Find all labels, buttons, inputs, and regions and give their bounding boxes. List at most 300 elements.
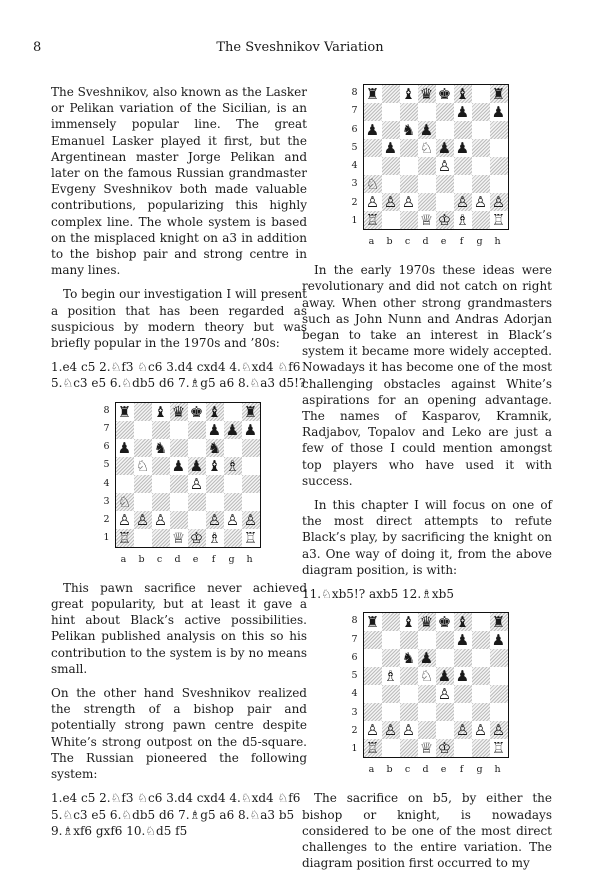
board-inner: [346, 84, 509, 250]
board-square: [472, 139, 490, 157]
white-bishop-icon: ♗: [455, 211, 470, 229]
board-square: [134, 493, 152, 511]
black-pawn-icon: ♟: [419, 121, 434, 139]
rank-label: 3: [103, 495, 110, 507]
black-pawn-icon: ♟: [117, 438, 132, 457]
board-square: [170, 421, 188, 439]
board-square: [400, 613, 418, 631]
board-square: [490, 85, 508, 103]
file-label: d: [422, 236, 429, 247]
board-square: [152, 403, 170, 421]
white-king-icon: ♔: [189, 528, 204, 547]
file-label: h: [494, 236, 501, 247]
white-queen-icon: ♕: [171, 528, 186, 547]
board-square: [472, 175, 490, 193]
white-rook-icon: ♖: [365, 739, 380, 758]
board-square: [490, 121, 508, 139]
rank-label: 4: [351, 160, 358, 172]
board-square: [242, 511, 260, 529]
diagram-after-10-nd5-f5: [302, 84, 552, 250]
board-square: [490, 139, 508, 157]
file-label: g: [476, 236, 483, 247]
black-queen-icon: ♛: [419, 613, 434, 632]
board-square: [242, 529, 260, 547]
white-pawn-icon: ♙: [491, 721, 506, 740]
board-square: [400, 721, 418, 739]
board-square: [224, 457, 242, 475]
board-square: [436, 721, 454, 739]
board-square: [116, 529, 134, 547]
move-sequence-2: 1.e4 c5 2.♘f3 ♘c6 3.d4 cxd4 4.♘xd4 ♘f6 5.♘c3 e5 6.♘db5 d6 7.♗g5 a6 8.♘a3 b5 9.♗xf6 gxf6 10.♘d5 f5: [51, 791, 301, 838]
board-square: [472, 739, 490, 757]
board-square: [418, 157, 436, 175]
black-pawn-icon: ♟: [365, 121, 380, 139]
white-pawn-icon: ♙: [135, 510, 150, 529]
chessboard: [363, 84, 509, 230]
board-square: [472, 211, 490, 229]
file-label: e: [440, 764, 447, 776]
board-square: [436, 649, 454, 667]
board-square: [472, 613, 490, 631]
board-inner: [346, 612, 509, 778]
board-square: [418, 139, 436, 157]
board-square: [188, 493, 206, 511]
file-label: b: [386, 764, 393, 776]
board-square: [418, 613, 436, 631]
board-square: [382, 139, 400, 157]
board-square: [418, 175, 436, 193]
board-square: [170, 457, 188, 475]
board-square: [418, 211, 436, 229]
board-square: [170, 439, 188, 457]
black-pawn-icon: ♟: [491, 103, 506, 121]
black-pawn-icon: ♟: [491, 631, 506, 650]
board-square: [188, 511, 206, 529]
white-pawn-icon: ♙: [437, 157, 452, 175]
white-knight-icon: ♘: [135, 456, 150, 475]
rank-label: 6: [103, 441, 110, 453]
left-paragraph-4: On the other hand Sveshnikov realized the strength of a bishop pair and potentially strong pawn centre despite White’s strong outpost on the d5-square. The Russian pioneered the following system:: [51, 686, 307, 782]
board-square: [152, 475, 170, 493]
board-square: [206, 511, 224, 529]
black-bishop-icon: ♝: [401, 85, 416, 103]
board-square: [490, 721, 508, 739]
board-square: [242, 475, 260, 493]
file-label: d: [174, 553, 181, 565]
rank-label: 8: [351, 615, 358, 627]
black-rook-icon: ♜: [243, 402, 258, 421]
rank-label: 4: [351, 688, 358, 700]
board-square: [206, 493, 224, 511]
file-label: e: [192, 553, 199, 565]
board-square: [116, 511, 134, 529]
board-square: [224, 475, 242, 493]
board-square: [454, 649, 472, 667]
board-square: [472, 649, 490, 667]
file-label: c: [404, 236, 411, 247]
rank-labels: [98, 402, 112, 548]
white-pawn-icon: ♙: [383, 721, 398, 740]
black-bishop-icon: ♝: [207, 456, 222, 475]
board-square: [242, 493, 260, 511]
right-paragraph-2: In this chapter I will focus on one of the most direct attempts to refute Black’s play, by sacrificing the knight on a3. One way of doing it, from the above diagram position, is with:: [302, 498, 552, 577]
file-label: b: [138, 553, 145, 565]
board-square: [364, 103, 382, 121]
board-square: [382, 193, 400, 211]
file-label: e: [440, 236, 447, 247]
right-paragraph-3: The sacrifice on b5, by either the bishop or knight, is nowadays considered to be one of the most direct challenges to the entire variation. The diagram position first occurred to my: [302, 791, 552, 871]
board-square: [152, 421, 170, 439]
black-knight-icon: ♞: [401, 121, 416, 139]
board-square: [152, 493, 170, 511]
rank-labels: [346, 612, 360, 758]
board-square: [170, 529, 188, 547]
board-square: [490, 613, 508, 631]
board-square: [400, 121, 418, 139]
board-square: [400, 703, 418, 721]
board-square: [472, 85, 490, 103]
black-king-icon: ♚: [437, 85, 452, 103]
chessboard: [363, 612, 509, 758]
board-square: [490, 175, 508, 193]
board-square: [382, 703, 400, 721]
board-square: [364, 721, 382, 739]
white-rook-icon: ♖: [243, 528, 258, 547]
board-square: [454, 613, 472, 631]
board-square: [364, 139, 382, 157]
board-square: [400, 649, 418, 667]
diagram-after-8-na3-d5: [51, 402, 307, 568]
file-label: h: [246, 553, 253, 565]
board-square: [436, 175, 454, 193]
board-square: [364, 667, 382, 685]
board-square: [436, 211, 454, 229]
board-square: [364, 175, 382, 193]
board-square: [400, 739, 418, 757]
black-rook-icon: ♜: [365, 85, 380, 103]
black-pawn-icon: ♟: [207, 420, 222, 439]
black-bishop-icon: ♝: [153, 402, 168, 421]
board-square: [170, 511, 188, 529]
board-square: [364, 211, 382, 229]
white-bishop-icon: ♗: [225, 456, 240, 475]
black-pawn-icon: ♟: [225, 420, 240, 439]
board-square: [382, 613, 400, 631]
board-square: [472, 121, 490, 139]
black-king-icon: ♚: [437, 613, 452, 632]
white-knight-icon: ♘: [419, 139, 434, 157]
white-pawn-icon: ♙: [153, 510, 168, 529]
board-square: [472, 685, 490, 703]
board-square: [206, 439, 224, 457]
board-square: [116, 493, 134, 511]
board-frame: [98, 402, 261, 548]
black-bishop-icon: ♝: [455, 613, 470, 632]
right-column: [302, 84, 552, 879]
board-square: [134, 439, 152, 457]
board-square: [382, 103, 400, 121]
board-square: [472, 667, 490, 685]
black-pawn-icon: ♟: [243, 420, 258, 439]
board-square: [454, 631, 472, 649]
right-paragraph-1: In the early 1970s these ideas were revolutionary and did not catch on right away. When other strong grandmasters such as John Nunn and Andras Adorjan began to take an interest in Black’s system it became more widely accepted. Nowadays it has become one of the most challenging obstacles against White’s aspirations for an opening advantage. The names of Kasparov, Kramnik, Radjabov, Topalov and Leko are just a few of those I could mention amongst top players who have used it with success.: [302, 263, 552, 488]
board-square: [242, 421, 260, 439]
white-pawn-icon: ♙: [455, 721, 470, 740]
board-square: [418, 739, 436, 757]
board-square: [116, 421, 134, 439]
rank-label: 6: [351, 123, 358, 135]
board-square: [382, 211, 400, 229]
rank-label: 2: [103, 514, 110, 526]
board-square: [490, 103, 508, 121]
board-square: [224, 511, 242, 529]
file-labels: [363, 762, 509, 778]
black-bishop-icon: ♝: [455, 85, 470, 103]
board-square: [116, 403, 134, 421]
board-square: [490, 739, 508, 757]
board-square: [364, 685, 382, 703]
running-title: The Sveshnikov Variation: [216, 40, 384, 55]
board-square: [454, 175, 472, 193]
black-rook-icon: ♜: [491, 613, 506, 632]
file-label: h: [494, 764, 501, 776]
file-label: a: [368, 236, 375, 247]
white-knight-icon: ♘: [419, 667, 434, 686]
board-frame: [346, 84, 509, 230]
rank-label: 1: [351, 743, 358, 755]
board-square: [454, 139, 472, 157]
file-label: d: [422, 764, 429, 776]
white-knight-icon: ♘: [117, 492, 132, 511]
board-square: [490, 685, 508, 703]
board-square: [382, 631, 400, 649]
board-square: [472, 721, 490, 739]
board-square: [472, 103, 490, 121]
board-square: [490, 193, 508, 211]
left-column: [51, 84, 307, 849]
board-square: [418, 193, 436, 211]
board-square: [242, 457, 260, 475]
board-square: [224, 439, 242, 457]
board-square: [382, 121, 400, 139]
white-queen-icon: ♕: [419, 211, 434, 229]
board-square: [224, 493, 242, 511]
board-inner: [98, 402, 261, 568]
rank-label: 7: [351, 105, 358, 117]
board-square: [364, 649, 382, 667]
white-pawn-icon: ♙: [401, 193, 416, 211]
rank-label: 7: [351, 633, 358, 645]
board-square: [418, 667, 436, 685]
board-square: [418, 649, 436, 667]
board-square: [364, 703, 382, 721]
board-square: [152, 439, 170, 457]
board-square: [116, 457, 134, 475]
board-square: [400, 631, 418, 649]
board-square: [400, 85, 418, 103]
board-square: [436, 667, 454, 685]
board-square: [400, 211, 418, 229]
board-square: [454, 739, 472, 757]
black-pawn-icon: ♟: [455, 631, 470, 650]
board-square: [134, 511, 152, 529]
board-square: [206, 421, 224, 439]
white-pawn-icon: ♙: [207, 510, 222, 529]
board-square: [436, 739, 454, 757]
white-rook-icon: ♖: [491, 211, 506, 229]
board-square: [364, 85, 382, 103]
board-square: [206, 475, 224, 493]
board-square: [436, 631, 454, 649]
board-square: [454, 721, 472, 739]
black-queen-icon: ♛: [171, 402, 186, 421]
board-square: [382, 175, 400, 193]
board-square: [224, 529, 242, 547]
chessboard: [115, 402, 261, 548]
board-square: [454, 667, 472, 685]
white-pawn-icon: ♙: [401, 721, 416, 740]
board-square: [382, 649, 400, 667]
left-paragraph-1: The Sveshnikov, also known as the Lasker or Pelikan variation of the Sicilian, is an immensely popular line. The great Emanuel Lasker played it first, but the Argentinean master Jorge Pelikan and later on the famous Russian grandmaster Evgeny Sveshnikov both made valuable contributions, popularizing this highly complex line. The whole system is based on the misplaced knight on a3 in addition to the bishop pair and strong centre in many lines.: [51, 85, 307, 278]
file-label: f: [459, 764, 464, 776]
page-number: 8: [33, 40, 42, 55]
file-labels: [115, 552, 261, 568]
board-square: [364, 631, 382, 649]
rank-label: 5: [103, 459, 110, 471]
board-square: [224, 421, 242, 439]
board-square: [490, 631, 508, 649]
board-square: [418, 721, 436, 739]
board-square: [364, 613, 382, 631]
board-square: [454, 193, 472, 211]
board-square: [152, 457, 170, 475]
board-square: [188, 457, 206, 475]
board-square: [242, 403, 260, 421]
board-square: [400, 685, 418, 703]
rank-label: 3: [351, 178, 358, 190]
board-square: [364, 739, 382, 757]
white-pawn-icon: ♙: [117, 510, 132, 529]
white-rook-icon: ♖: [491, 739, 506, 758]
board-square: [490, 211, 508, 229]
rank-label: 8: [103, 404, 110, 416]
board-square: [400, 667, 418, 685]
file-label: g: [476, 764, 483, 776]
board-square: [206, 457, 224, 475]
board-square: [206, 529, 224, 547]
board-square: [490, 157, 508, 175]
rank-labels: [346, 84, 360, 230]
white-pawn-icon: ♙: [243, 510, 258, 529]
black-pawn-icon: ♟: [419, 649, 434, 668]
file-label: a: [120, 553, 127, 565]
board-square: [472, 631, 490, 649]
board-square: [454, 211, 472, 229]
white-pawn-icon: ♙: [365, 721, 380, 740]
white-pawn-icon: ♙: [455, 193, 470, 211]
board-square: [116, 475, 134, 493]
board-square: [436, 85, 454, 103]
black-pawn-icon: ♟: [171, 456, 186, 475]
board-square: [436, 157, 454, 175]
board-square: [188, 439, 206, 457]
board-square: [418, 631, 436, 649]
move-sequence-1: 1.e4 c5 2.♘f3 ♘c6 3.d4 cxd4 4.♘xd4 ♘f6 5.♘c3 e5 6.♘db5 d6 7.♗g5 a6 8.♘a3 d5!?: [51, 360, 306, 391]
rank-label: 7: [103, 422, 110, 434]
board-square: [188, 529, 206, 547]
board-square: [134, 529, 152, 547]
board-square: [134, 403, 152, 421]
board-square: [364, 121, 382, 139]
board-square: [170, 493, 188, 511]
board-square: [382, 85, 400, 103]
black-knight-icon: ♞: [401, 649, 416, 668]
board-square: [418, 703, 436, 721]
white-pawn-icon: ♙: [491, 193, 506, 211]
board-square: [242, 439, 260, 457]
board-square: [382, 721, 400, 739]
board-square: [418, 85, 436, 103]
board-square: [400, 103, 418, 121]
board-square: [454, 157, 472, 175]
white-pawn-icon: ♙: [383, 193, 398, 211]
rank-label: 1: [351, 214, 358, 226]
board-square: [188, 475, 206, 493]
board-square: [382, 685, 400, 703]
white-pawn-icon: ♙: [365, 193, 380, 211]
board-square: [418, 103, 436, 121]
board-square: [454, 703, 472, 721]
white-pawn-icon: ♙: [437, 685, 452, 704]
board-square: [454, 103, 472, 121]
board-square: [472, 193, 490, 211]
board-square: [436, 139, 454, 157]
board-square: [400, 175, 418, 193]
board-square: [364, 193, 382, 211]
white-king-icon: ♔: [437, 211, 452, 229]
black-pawn-icon: ♟: [437, 139, 452, 157]
board-square: [418, 121, 436, 139]
white-rook-icon: ♖: [365, 211, 380, 229]
board-square: [188, 421, 206, 439]
file-label: f: [459, 236, 464, 247]
board-square: [170, 403, 188, 421]
file-label: c: [156, 553, 163, 565]
black-pawn-icon: ♟: [455, 139, 470, 157]
black-pawn-icon: ♟: [383, 139, 398, 157]
white-rook-icon: ♖: [117, 528, 132, 547]
rank-label: 2: [351, 196, 358, 208]
rank-label: 5: [351, 141, 358, 153]
board-square: [436, 121, 454, 139]
white-king-icon: ♔: [437, 739, 452, 758]
rank-label: 6: [351, 651, 358, 663]
black-king-icon: ♚: [189, 402, 204, 421]
board-square: [436, 703, 454, 721]
board-square: [116, 439, 134, 457]
file-label: b: [386, 236, 393, 247]
board-square: [400, 139, 418, 157]
white-pawn-icon: ♙: [225, 510, 240, 529]
left-paragraph-3: This pawn sacrifice never achieved great popularity, but at least it gave a hint about Black’s active possibilities. Pelikan published analysis on this so his contribution to the system is by no means small.: [51, 580, 307, 676]
diagram-after-12-bxb5: [302, 612, 552, 778]
board-square: [188, 403, 206, 421]
board-square: [436, 613, 454, 631]
white-bishop-icon: ♗: [207, 528, 222, 547]
board-square: [472, 703, 490, 721]
board-square: [490, 703, 508, 721]
black-rook-icon: ♜: [365, 613, 380, 632]
